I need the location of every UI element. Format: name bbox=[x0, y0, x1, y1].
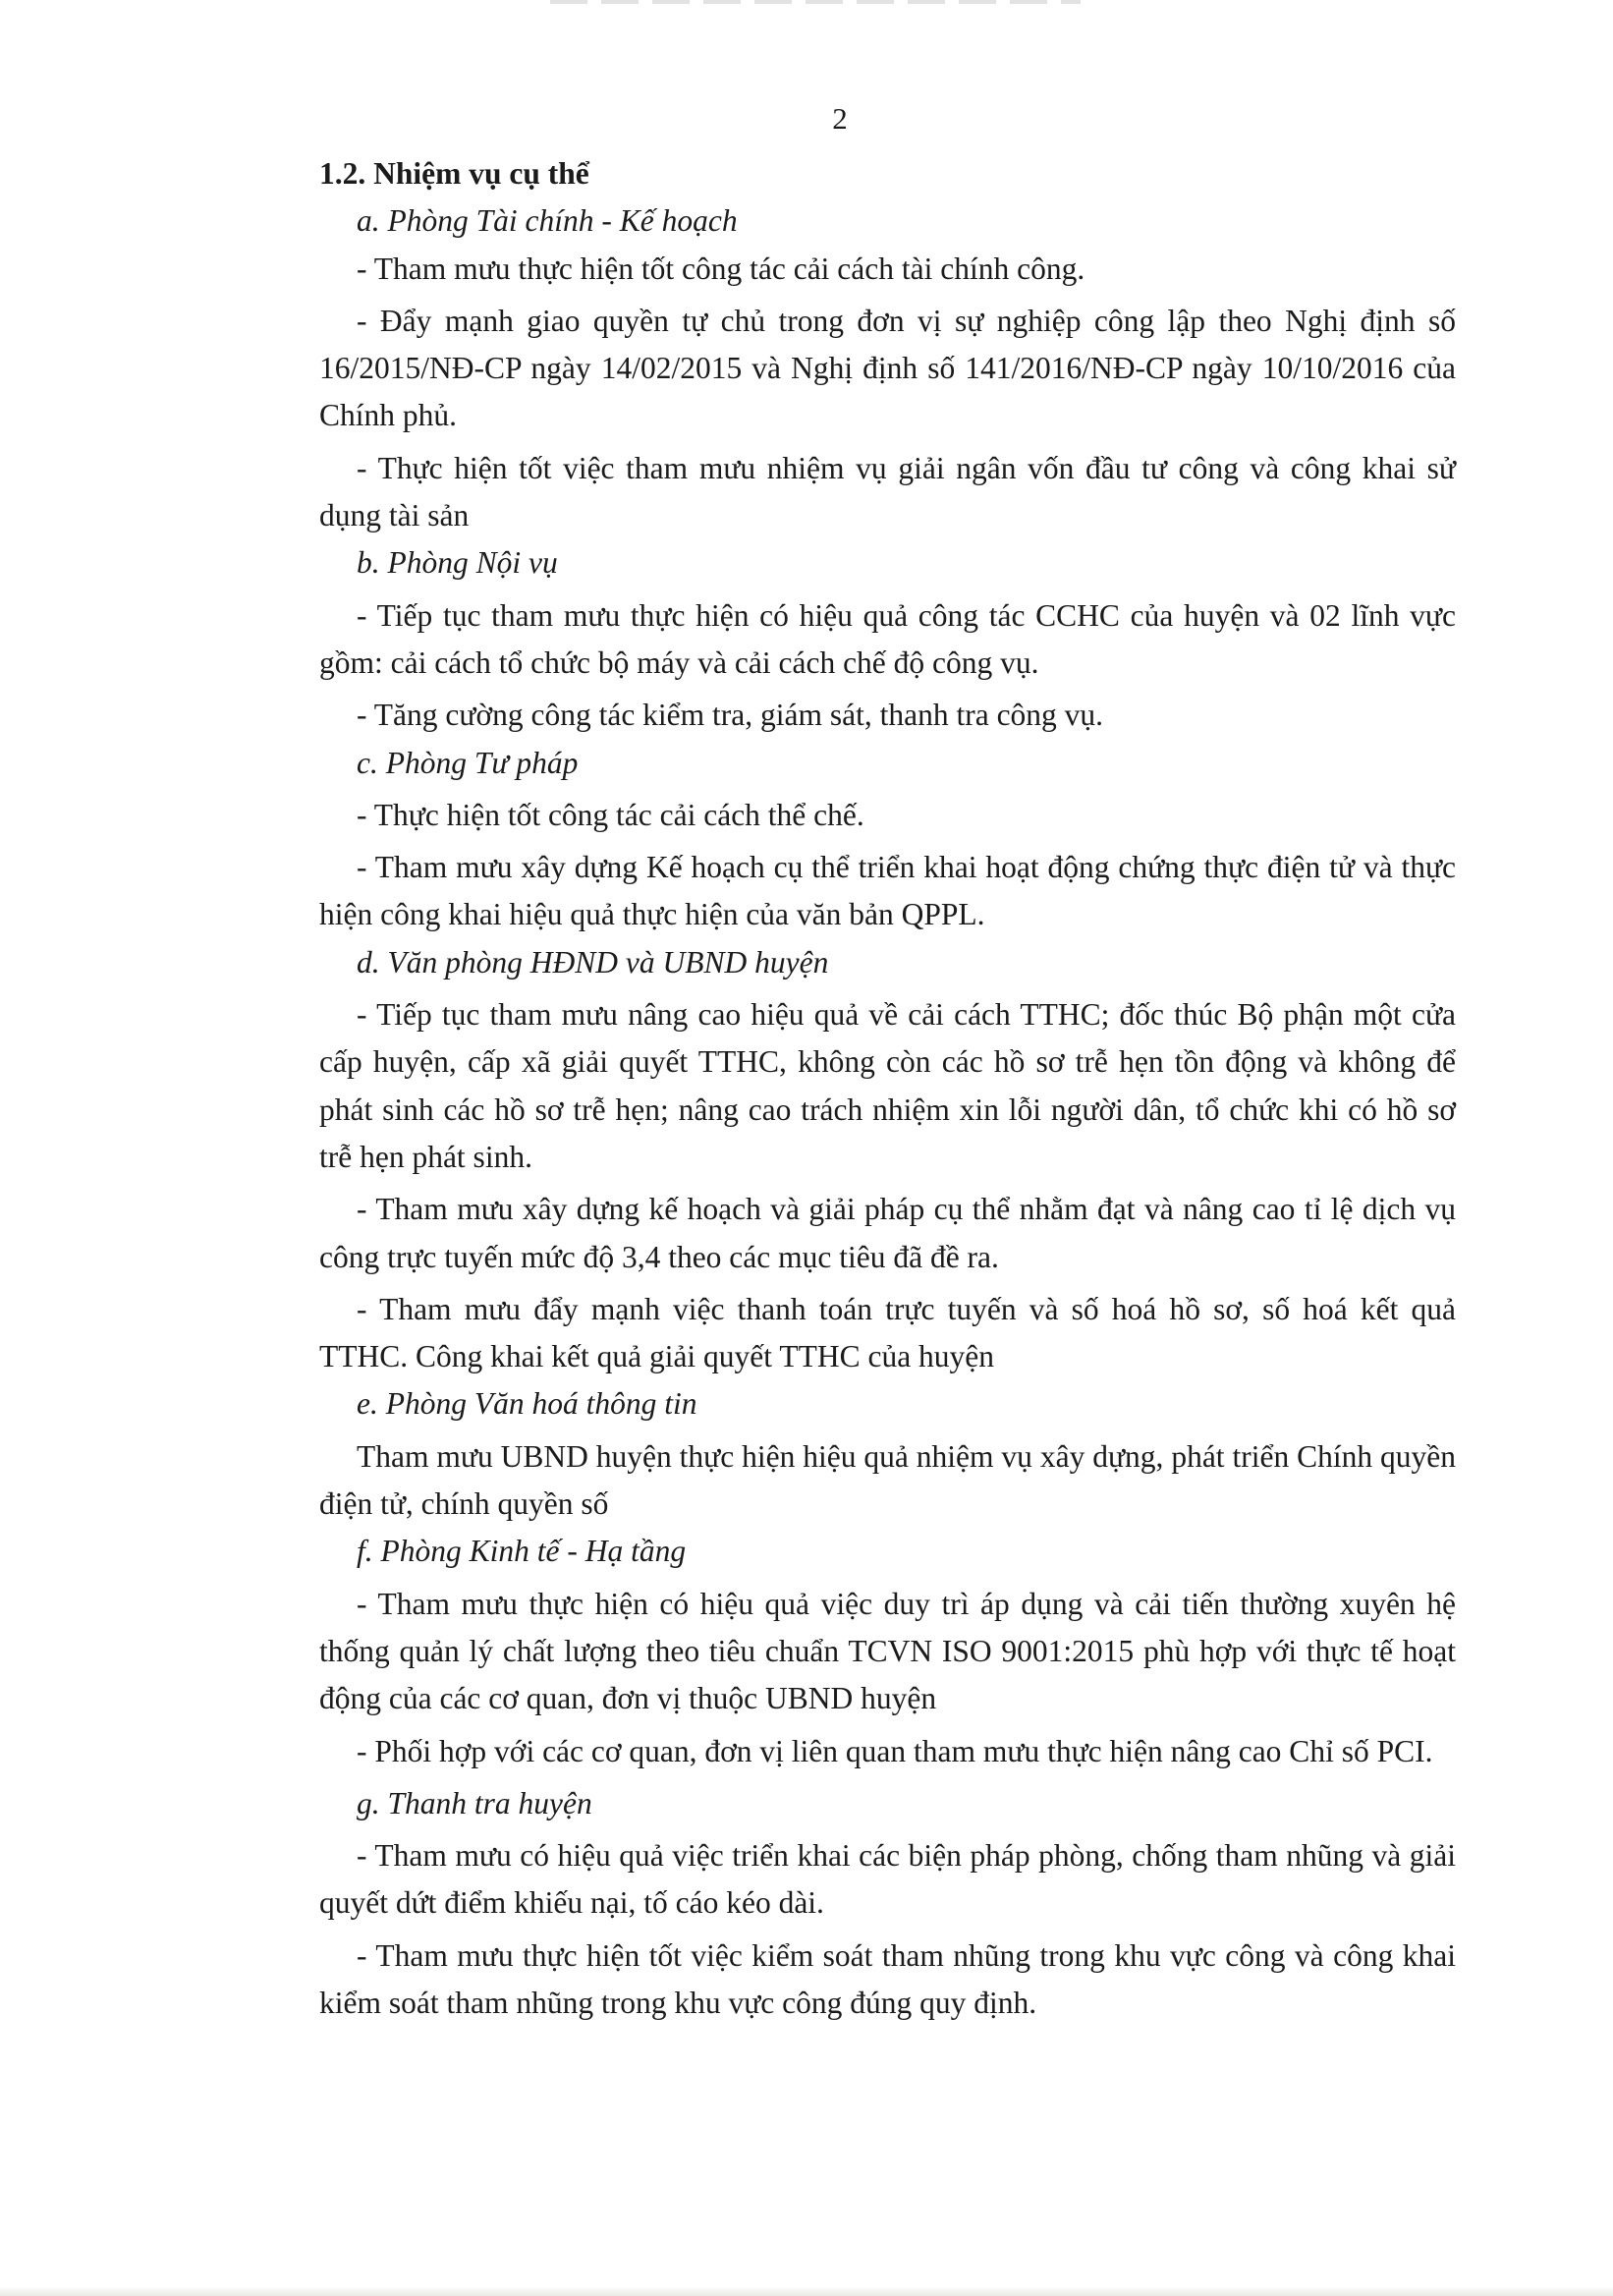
paragraph: - Tiếp tục tham mưu thực hiện có hiệu quả công tác CCHC của huyện và 02 lĩnh vực gồm: cải cách tổ chức bộ máy và cải cách chế độ công vụ. bbox=[319, 597, 1456, 680]
scan-bottom-edge bbox=[0, 2286, 1613, 2296]
paragraph: Tham mưu UBND huyện thực hiện hiệu quả nhiệm vụ xây dựng, phát triển Chính quyền điện tử, chính quyền số bbox=[319, 1438, 1456, 1522]
page-number: 2 bbox=[832, 101, 848, 136]
paragraph: - Thực hiện tốt công tác cải cách thể chế. bbox=[357, 797, 864, 832]
paragraph: - Tham mưu xây dựng kế hoạch và giải pháp cụ thể nhằm đạt và nâng cao tỉ lệ dịch vụ công trực tuyến mức độ 3,4 theo các mục tiêu đã đề ra. bbox=[319, 1192, 1456, 1274]
paragraph: - Tăng cường công tác kiểm tra, giám sát, thanh tra công vụ. bbox=[357, 698, 1104, 733]
scan-top-edge bbox=[550, 0, 1081, 4]
paragraph: - Tham mưu đẩy mạnh việc thanh toán trực tuyến và số hoá hồ sơ, số hoá kết quả TTHC. Công khai kết quả giải quyết TTHC của huyện bbox=[319, 1291, 1456, 1374]
subsection-title-culture-information: e. Phòng Văn hoá thông tin bbox=[357, 1386, 697, 1422]
subsection-title-finance-planning: a. Phòng Tài chính - Kế hoạch bbox=[357, 203, 738, 239]
paragraph: - Tham mưu thực hiện tốt việc kiểm soát tham nhũng trong khu vực công và công khai kiểm soát tham nhũng trong khu vực công đúng quy định. bbox=[319, 1937, 1456, 2020]
paragraph: - Tham mưu có hiệu quả việc triển khai các biện pháp phòng, chống tham nhũng và giải quyết dứt điểm khiếu nại, tố cáo kéo dài. bbox=[319, 1838, 1456, 1921]
paragraph: - Tiếp tục tham mưu nâng cao hiệu quả về cải cách TTHC; đốc thúc Bộ phận một cửa cấp huyện, cấp xã giải quyết TTHC, không còn các hồ sơ trễ hẹn tồn động và không để phát sinh các hồ sơ trễ hẹn; nâng cao trách nhiệm xin lỗi người dân, tổ chức khi có hồ sơ trễ hẹn phát sinh. bbox=[319, 997, 1456, 1174]
subsection-title-home-affairs: b. Phòng Nội vụ bbox=[357, 545, 558, 581]
subsection-title-economy-infrastructure: f. Phòng Kinh tế - Hạ tầng bbox=[357, 1534, 687, 1569]
paragraph: - Đẩy mạnh giao quyền tự chủ trong đơn vị sự nghiệp công lập theo Nghị định số 16/2015/NĐ-CP ngày 14/02/2015 và Nghị định số 141/2016/NĐ-CP ngày 10/10/2016 của Chính phủ. bbox=[319, 303, 1456, 433]
subsection-title-office: d. Văn phòng HĐND và UBND huyện bbox=[357, 944, 829, 980]
subsection-title-justice: c. Phòng Tư pháp bbox=[357, 745, 579, 780]
paragraph: - Phối hợp với các cơ quan, đơn vị liên quan tham mưu thực hiện nâng cao Chỉ số PCI. bbox=[357, 1733, 1433, 1768]
subsection-title-inspection: g. Thanh tra huyện bbox=[357, 1785, 592, 1820]
paragraph: - Thực hiện tốt việc tham mưu nhiệm vụ giải ngân vốn đầu tư công và công khai sử dụng tài sản bbox=[319, 450, 1456, 533]
document-body bbox=[319, 150, 1456, 2027]
paragraph: - Tham mưu xây dựng Kế hoạch cụ thể triển khai hoạt động chứng thực điện tử và thực hiện công khai hiệu quả thực hiện của văn bản QPPL. bbox=[319, 850, 1456, 932]
paragraph: - Tham mưu thực hiện có hiệu quả việc duy trì áp dụng và cải tiến thường xuyên hệ thống quản lý chất lượng theo tiêu chuẩn TCVN ISO 9001:2015 phù hợp với thực tế hoạt động của các cơ quan, đơn vị thuộc UBND huyện bbox=[319, 1586, 1456, 1716]
section-heading: 1.2. Nhiệm vụ cụ thể bbox=[319, 156, 589, 191]
paragraph: - Tham mưu thực hiện tốt công tác cải cách tài chính công. bbox=[357, 251, 1085, 286]
